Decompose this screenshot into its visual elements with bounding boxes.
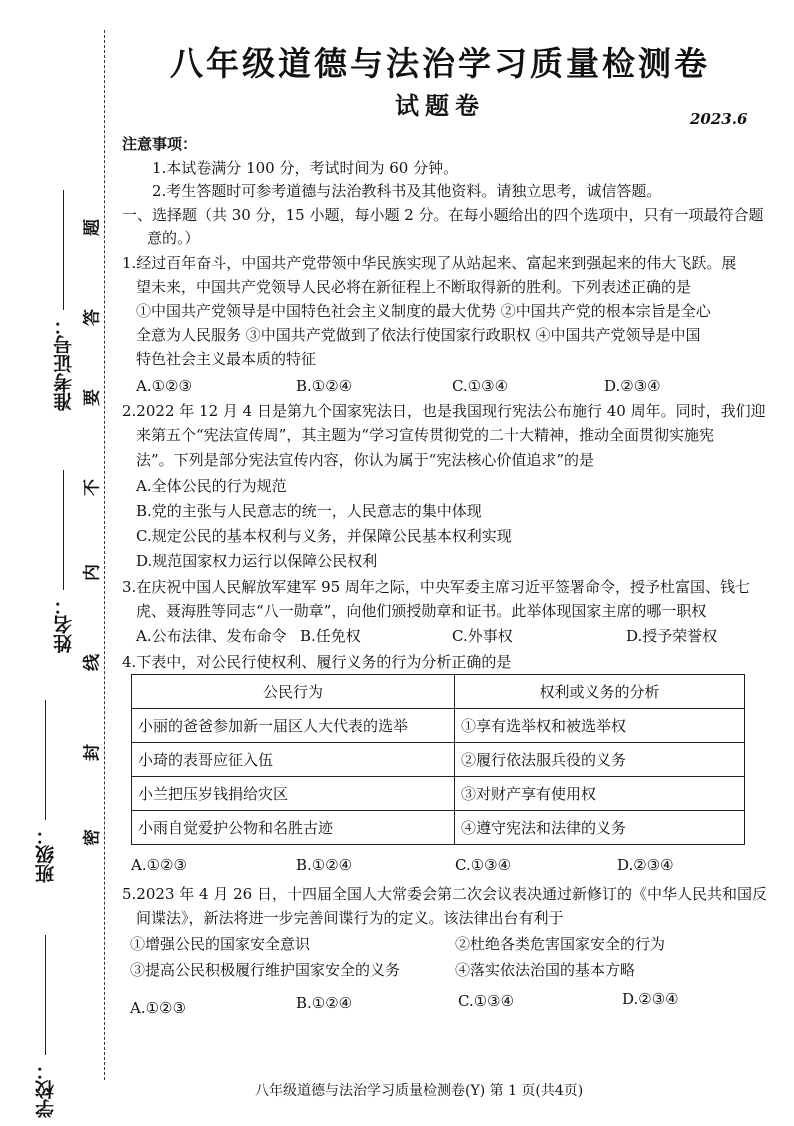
question-1-line: ①中国共产党领导是中国特色社会主义制度的最大优势 ②中国共产党的根本宗旨是全心 <box>136 302 711 320</box>
question-5-choice: ③提高公民积极履行维护国家安全的义务 <box>130 961 401 979</box>
seal-char: 要 <box>82 389 103 406</box>
seal-char: 密 <box>82 829 103 846</box>
option-a[interactable]: A.①②③ <box>136 377 192 395</box>
seal-char: 答 <box>82 309 103 326</box>
section-heading: 一、选择题（共 30 分，15 小题，每小题 2 分。在每小题给出的四个选项中，只有一项最符合题 <box>122 206 764 224</box>
exam-date: 2023.6 <box>690 110 748 128</box>
question-1-line: 全意为人民服务 ③中国共产党做到了依法行使国家行政职权 ④中国共产党领导是中国 <box>136 326 701 344</box>
question-1-line: 望未来，中国共产党领导人民必将在新征程上不断取得新的胜利。下列表述正确的是 <box>136 278 692 296</box>
table-cell: ③对财产享有使用权 <box>455 777 745 811</box>
table-cell: 小丽的爸爸参加新一届区人大代表的选举 <box>132 709 455 743</box>
binding-strip <box>0 0 112 1126</box>
section-heading-cont: 意的。） <box>147 229 200 247</box>
option-d[interactable]: D.②③④ <box>622 990 679 1008</box>
option-d[interactable]: D.②③④ <box>604 377 661 395</box>
field-class: 班级： <box>32 700 59 883</box>
question-4-stem: 4.下表中，对公民行使权利、履行义务的行为分析正确的是 <box>122 653 512 671</box>
page-footer: 八年级道德与法治学习质量检测卷(Y) 第 1 页(共4页) <box>255 1083 584 1099</box>
option-b[interactable]: B.①②④ <box>296 377 353 395</box>
option-b[interactable]: B.①②④ <box>296 994 353 1012</box>
note-item: 1.本试卷满分 100 分，考试时间为 60 分钟。 <box>152 159 459 177</box>
option-a[interactable]: A.①②③ <box>131 856 187 874</box>
seal-char: 题 <box>82 219 103 236</box>
question-5-line: 间谍法》，新法将进一步完善间谍行为的定义。该法律出台有利于 <box>136 909 564 927</box>
question-2-line: 法”。下列是部分宪法宣传内容，你认为属于“宪法核心价值追求”的是 <box>136 451 595 469</box>
option-b[interactable]: B.任免权 <box>300 627 361 645</box>
option-b[interactable]: B.党的主张与人民意志的统一，人民意志的集中体现 <box>136 502 482 520</box>
table-cell: ①享有选举权和被选举权 <box>455 709 745 743</box>
rights-duties-table <box>131 674 745 845</box>
option-c[interactable]: C.①③④ <box>458 992 515 1010</box>
option-c[interactable]: C.①③④ <box>452 377 509 395</box>
option-a[interactable]: A.全体公民的行为规范 <box>136 477 287 495</box>
seal-line <box>104 30 105 1080</box>
option-a[interactable]: A.①②③ <box>130 999 186 1017</box>
question-3-line: 虎、聂海胜等同志“八一勋章”，向他们颁授勋章和证书。此举体现国家主席的哪一职权 <box>136 602 707 620</box>
table-cell: ②履行依法服兵役的义务 <box>455 743 745 777</box>
option-c[interactable]: C.规定公民的基本权利与义务，并保障公民基本权利实现 <box>136 527 512 545</box>
field-name: 姓名： <box>50 470 77 653</box>
seal-char: 封 <box>82 744 103 761</box>
field-exam-number: 准考证号： <box>50 190 77 411</box>
field-school: 学校： <box>32 935 59 1118</box>
option-c[interactable]: C.外事权 <box>452 627 513 645</box>
seal-char: 不 <box>82 479 103 496</box>
table-row <box>132 777 745 811</box>
table-header-row <box>132 675 745 709</box>
option-d[interactable]: D.授予荣誉权 <box>626 627 718 645</box>
question-5-choice: ②杜绝各类危害国家安全的行为 <box>455 935 666 953</box>
note-item: 2.考生答题时可参考道德与法治教科书及其他资料。请独立思考，诚信答题。 <box>152 182 662 200</box>
question-3-line: 3.在庆祝中国人民解放军建军 95 周年之际，中央军委主席习近平签署命令，授予杜富国、钱七 <box>122 578 750 596</box>
seal-char: 内 <box>82 564 103 581</box>
option-b[interactable]: B.①②④ <box>296 856 353 874</box>
question-2-line: 2.2022 年 12 月 4 日是第九个国家宪法日，也是我国现行宪法公布施行 40 周年。同时，我们迎 <box>122 402 766 420</box>
table-row <box>132 743 745 777</box>
question-5-line: 5.2023 年 4 月 26 日，十四届全国人大常委会第二次会议表决通过新修订的《中华人民共和国反 <box>122 885 767 903</box>
table-cell: ④遵守宪法和法律的义务 <box>455 811 745 845</box>
table-cell: 小兰把压岁钱捐给灾区 <box>132 777 455 811</box>
page-subtitle: 试题卷 <box>395 91 485 120</box>
question-2-line: 来第五个“宪法宣传周”，其主题为“学习宣传贯彻党的二十大精神，推动全面贯彻实施宪 <box>136 426 715 444</box>
question-5-choice: ①增强公民的国家安全意识 <box>130 935 311 953</box>
table-cell: 小雨自觉爱护公物和名胜古迹 <box>132 811 455 845</box>
option-a[interactable]: A.公布法律、发布命令 <box>136 627 287 645</box>
table-row <box>132 811 745 845</box>
table-header: 公民行为 <box>132 675 455 709</box>
seal-char: 线 <box>82 654 103 671</box>
notes-heading: 注意事项： <box>122 135 198 153</box>
table-row <box>132 709 745 743</box>
question-5-choice: ④落实依法治国的基本方略 <box>455 961 636 979</box>
page-title: 八年级道德与法治学习质量检测卷 <box>170 44 710 83</box>
option-d[interactable]: D.规范国家权力运行以保障公民权利 <box>136 552 378 570</box>
option-d[interactable]: D.②③④ <box>617 856 674 874</box>
table-header: 权利或义务的分析 <box>455 675 745 709</box>
question-1-line: 特色社会主义最本质的特征 <box>136 350 317 368</box>
option-c[interactable]: C.①③④ <box>455 856 512 874</box>
question-1-line: 1.经过百年奋斗，中国共产党带领中华民族实现了从站起来、富起来到强起来的伟大飞跃。展 <box>122 254 737 272</box>
table-cell: 小琦的表哥应征入伍 <box>132 743 455 777</box>
